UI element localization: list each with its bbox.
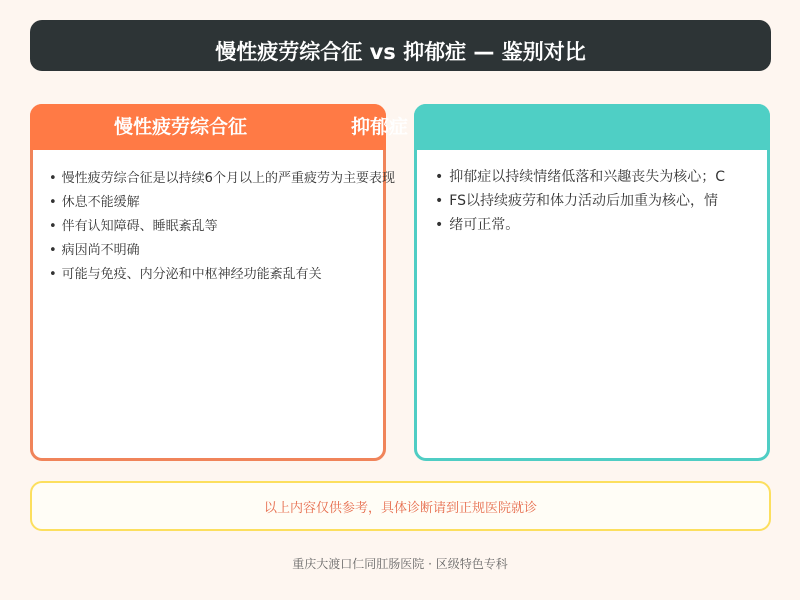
card-chronic-fatigue-header bbox=[30, 104, 409, 150]
depression-list bbox=[435, 165, 765, 237]
card-chronic-fatigue-title: 慢性疲劳综合征 bbox=[114, 116, 248, 138]
list-item: • 可能与免疫、内分泌和中枢神经功能紊乱有关 bbox=[49, 263, 429, 287]
disclaimer-box bbox=[30, 481, 771, 531]
card-depression-header bbox=[414, 104, 770, 150]
list-item: • 病因尚不明确 bbox=[49, 239, 429, 263]
disclaimer-text: 以上内容仅供参考，具体诊断请到正规医院就诊 bbox=[263, 500, 537, 516]
list-item: • FS以持续疲劳和体力活动后加重为核心，情 bbox=[435, 189, 765, 213]
card-depression bbox=[414, 104, 770, 461]
list-item: • 抑郁症以持续情绪低落和兴趣丧失为核心；C bbox=[435, 165, 765, 189]
page-title: 慢性疲劳综合征 vs 抑郁症 — 鉴别对比 bbox=[215, 40, 586, 64]
list-item: • 伴有认知障碍、睡眠紊乱等 bbox=[49, 215, 429, 239]
title-bar bbox=[30, 20, 771, 71]
list-item: • 绪可正常。 bbox=[435, 213, 765, 237]
list-item: • 休息不能缓解 bbox=[49, 191, 429, 215]
footer-text: 重庆大渡口仁同肛肠医院 · 区级特色专科 bbox=[292, 557, 508, 571]
card-chronic-fatigue bbox=[30, 104, 409, 461]
chronic-fatigue-list bbox=[49, 167, 429, 287]
card-depression-title-overflow: 抑郁症 bbox=[351, 116, 409, 138]
list-item: • 慢性疲劳综合征是以持续6个月以上的严重疲劳为主要表现 bbox=[49, 167, 429, 191]
